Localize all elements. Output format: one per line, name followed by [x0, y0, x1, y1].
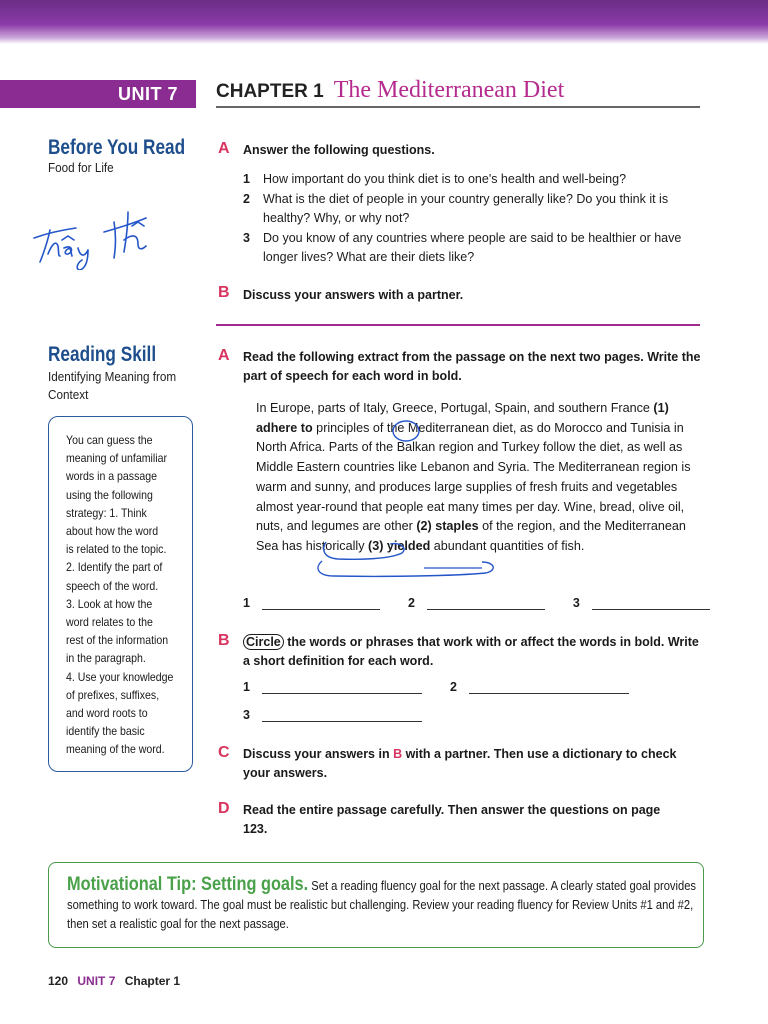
strategy-line: words in a passage [66, 469, 157, 484]
section-letter-d: D [218, 800, 230, 817]
strategy-line: is related to the topic. [66, 542, 167, 557]
unit-label: UNIT 7 [0, 80, 196, 108]
blank-number: 3 [243, 708, 250, 722]
passage-text: principles of the Mediterranean diet, as do Morocco and Tunisia in North Africa. Parts of the Balkan region and Turkey follow the diet, as well as Middle Eastern countries like Lebanon and Syria. The Mediterranean region is warm and sunny, and produces large supplies of fresh fruits and vegetables almost year-round that people eat many times per day. Wine, bread, olive oil, nuts, and legumes are other [256, 420, 691, 534]
strategy-line: 4. Use your knowledge [66, 669, 174, 684]
pen-circle-icon [314, 558, 498, 580]
top-color-band [0, 0, 768, 44]
question-number: 3 [243, 230, 250, 245]
reading-c-instruction [243, 745, 703, 783]
strategy-line: in the paragraph. [66, 651, 146, 666]
blank-number: 1 [243, 596, 250, 610]
strategy-line: strategy: 1. Think [66, 505, 147, 520]
strategy-line: rest of the information [66, 633, 169, 648]
section-letter-a: A [218, 347, 230, 364]
answer-line[interactable] [262, 682, 422, 694]
section-a-instruction: Answer the following questions. [243, 143, 435, 157]
strategy-line: meaning of unfamiliar [66, 451, 167, 466]
bold-word-2: (2) staples [416, 519, 479, 534]
answer-blank-row [243, 680, 629, 694]
strategy-line: meaning of the word. [66, 742, 165, 757]
reading-b-instruction [243, 633, 703, 671]
page-footer [48, 974, 180, 988]
question-number: 1 [243, 172, 250, 186]
circle-word: Circle [243, 634, 284, 650]
tip-text [67, 875, 703, 933]
question-text: Do you know of any countries where people are said to be healthier or have longer lives? What are their diets like? [263, 230, 682, 264]
answer-line[interactable] [427, 598, 545, 610]
strategy-line: word relates to the [66, 615, 153, 630]
motivational-tip-box [48, 862, 704, 948]
section-letter-a: A [218, 140, 230, 157]
blank-number: 1 [243, 680, 250, 694]
reading-skill-heading: Reading Skill [48, 343, 157, 366]
section-reference: B [393, 747, 403, 761]
blank-number: 2 [407, 596, 415, 610]
passage-text: abundant quantities of fish. [430, 538, 585, 553]
before-you-read-subheading: Food for Life [48, 160, 114, 175]
answer-blank-row [243, 596, 710, 610]
reading-skill-subheading: Identifying Meaning from Context [48, 369, 177, 402]
page-number: 120 [48, 974, 69, 988]
tip-heading: Motivational Tip: [67, 874, 197, 895]
section-letter-c: C [218, 744, 230, 761]
strategy-line: speech of the word. [66, 578, 159, 593]
strategy-line: identify the basic [66, 724, 145, 739]
list-item [243, 229, 703, 268]
strategy-line: using the following [66, 487, 153, 502]
footer-unit: UNIT 7 [77, 974, 116, 988]
answer-line[interactable] [469, 682, 629, 694]
strategy-line: about how the word [66, 524, 159, 539]
passage-text: In Europe, parts of Italy, Greece, Portugal, Spain, and southern France [256, 401, 654, 415]
instruction-text: the words or phrases that work with or affect the words in bold. Write a short definition for each word. [243, 635, 699, 668]
question-text: How important do you think diet is to one's health and well-being? [263, 172, 627, 186]
list-item [243, 190, 703, 229]
tip-heading-goal: Setting goals. [196, 874, 309, 895]
chapter-header [216, 78, 700, 108]
passage-text: of the region, and the Mediterranean Sea has historically [256, 519, 686, 553]
section-divider [216, 324, 700, 326]
strategy-line: 3. Look at how the [66, 596, 153, 611]
footer-chapter: Chapter 1 [124, 974, 181, 988]
section-letter-b: B [218, 284, 230, 301]
bold-word-1: (1) adhere to [256, 401, 669, 435]
question-number: 2 [243, 191, 250, 206]
before-you-read-heading: Before You Read [48, 136, 186, 159]
question-text: What is the diet of people in your country generally like? Do you think it is healthy? Why, or why not? [263, 191, 669, 225]
strategy-line: and word roots to [66, 706, 148, 721]
list-item [243, 170, 703, 190]
chapter-label: CHAPTER 1 [216, 81, 324, 102]
reading-d-instruction: Read the entire passage carefully. Then answer the questions on page 123. [243, 803, 661, 836]
strategy-box [48, 416, 193, 772]
blank-number: 2 [449, 680, 457, 694]
section-b-instruction: Discuss your answers with a partner. [243, 288, 464, 302]
answer-line[interactable] [262, 598, 380, 610]
bold-word-3: (3) yielded [368, 538, 431, 553]
chapter-title: The Mediterranean Diet [333, 77, 565, 103]
question-list [243, 170, 703, 268]
instruction-text: Discuss your answers in [243, 747, 394, 761]
tip-body: Set a reading fluency goal for the next passage. A clearly stated goal provides something to work toward. The goal must be realistic but challenging. Review your reading fluency for Review Units #1 and #2, then set a realistic goal for the next passage. [67, 878, 697, 931]
passage-extract [256, 399, 696, 557]
instruction-text: with a partner. Then use a dictionary to check your answers. [243, 747, 677, 780]
reading-a-instruction: Read the following extract from the passage on the next two pages. Write the part of speech for each word in bold. [243, 350, 701, 383]
answer-line[interactable] [592, 598, 710, 610]
answer-line[interactable] [262, 710, 422, 722]
blank-number: 3 [572, 596, 580, 610]
answer-blank-row [243, 708, 422, 722]
strategy-line: of prefixes, suffixes, [66, 687, 160, 702]
section-letter-b: B [218, 632, 230, 649]
strategy-line: You can guess the [66, 433, 153, 447]
handwritten-signature-icon [28, 200, 178, 270]
strategy-line: 2. Identify the part of [66, 560, 163, 575]
